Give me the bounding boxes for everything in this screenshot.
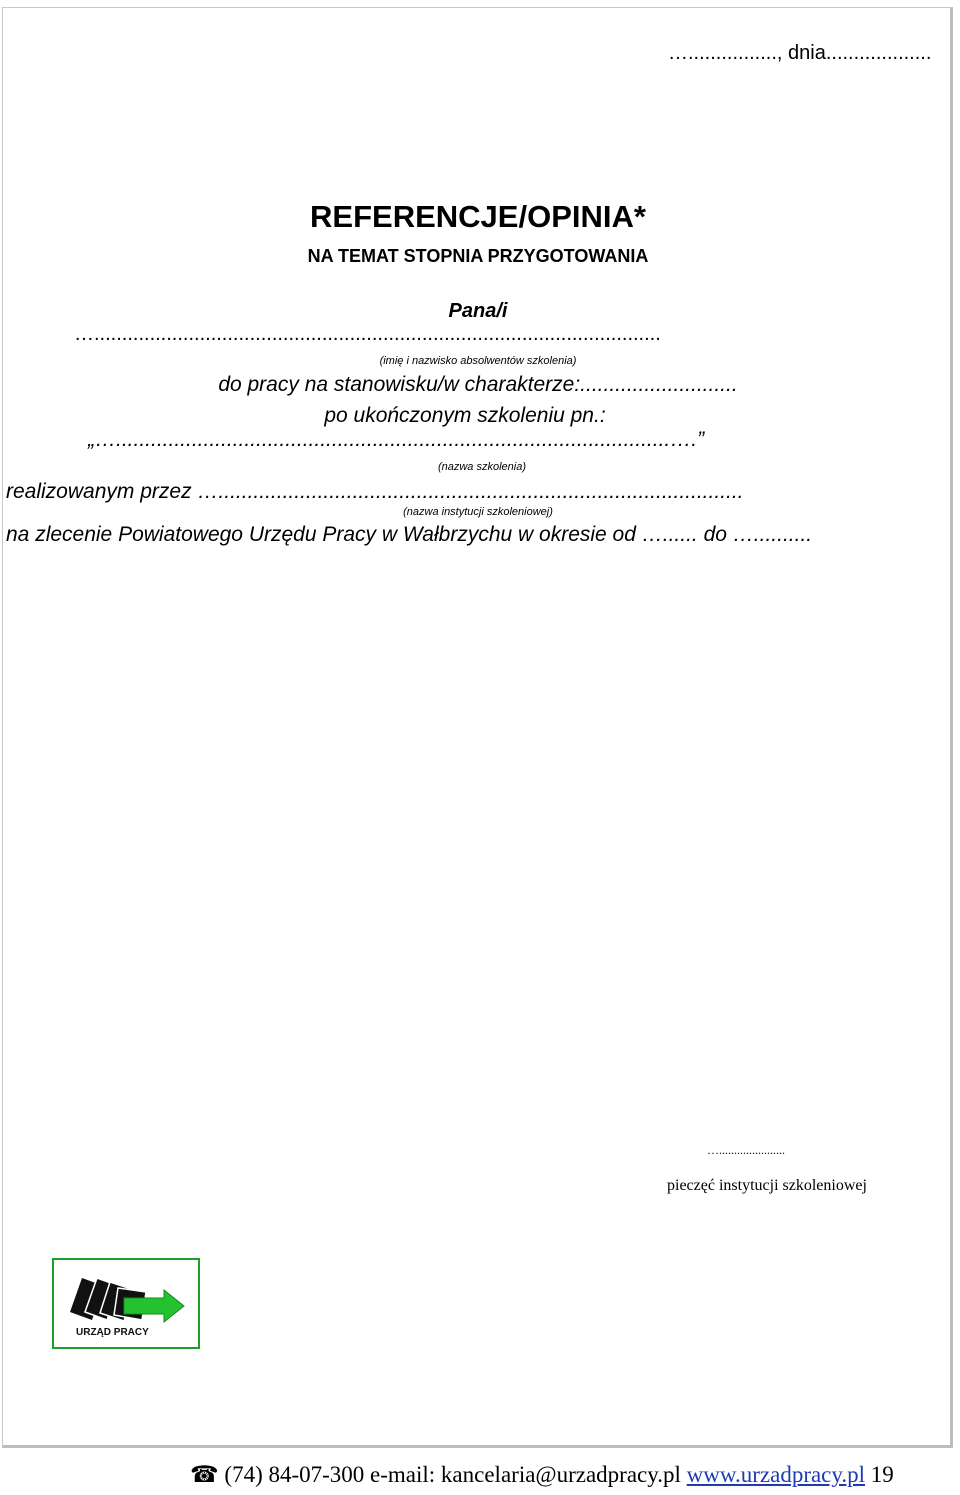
document-title: REFERENCJE/OPINIA* [310,199,646,234]
date-line: …................, dnia................... [668,42,932,64]
training-intro: po ukończonym szkoleniu pn.: [324,404,606,427]
institution-caption: (nazwa instytucji szkoleniowej) [403,506,553,518]
logo-graphic [54,1260,198,1347]
order-line: na zlecenie Powiatowego Urzędu Pracy w Wałbrzychu w okresie od …...... do ….......... [6,523,813,546]
signature-field: …...................... [707,1143,785,1157]
name-field-caption: (imię i nazwisko absolwentów szkolenia) [379,355,577,367]
footer-website-link[interactable]: www.urzadpracy.pl [686,1462,866,1487]
name-field: …...................................................................................................... [74,323,661,345]
training-field: „…...............................................................................................….” [88,428,705,451]
phone-icon: ☎ [190,1462,219,1487]
footer-phone: (74) 84-07-300 [224,1462,365,1487]
urzad-pracy-logo [52,1258,200,1349]
salutation: Pana/i [448,300,508,322]
footer [190,1462,894,1488]
logo-text: URZĄD PRACY [76,1327,149,1338]
document-subtitle: NA TEMAT STOPNIA PRZYGOTOWANIA [307,246,649,266]
stamp-label: pieczęć instytucji szkoleniowej [667,1177,867,1194]
training-field-caption: (nazwa szkolenia) [437,461,527,473]
footer-email[interactable]: e-mail: kancelaria@urzadpracy.pl [370,1462,681,1487]
page-number: 19 [870,1462,894,1487]
position-line: do pracy na stanowisku/w charakterze:........................... [218,373,738,396]
institution-line: realizowanym przez ….......................................................................................... [6,480,744,503]
